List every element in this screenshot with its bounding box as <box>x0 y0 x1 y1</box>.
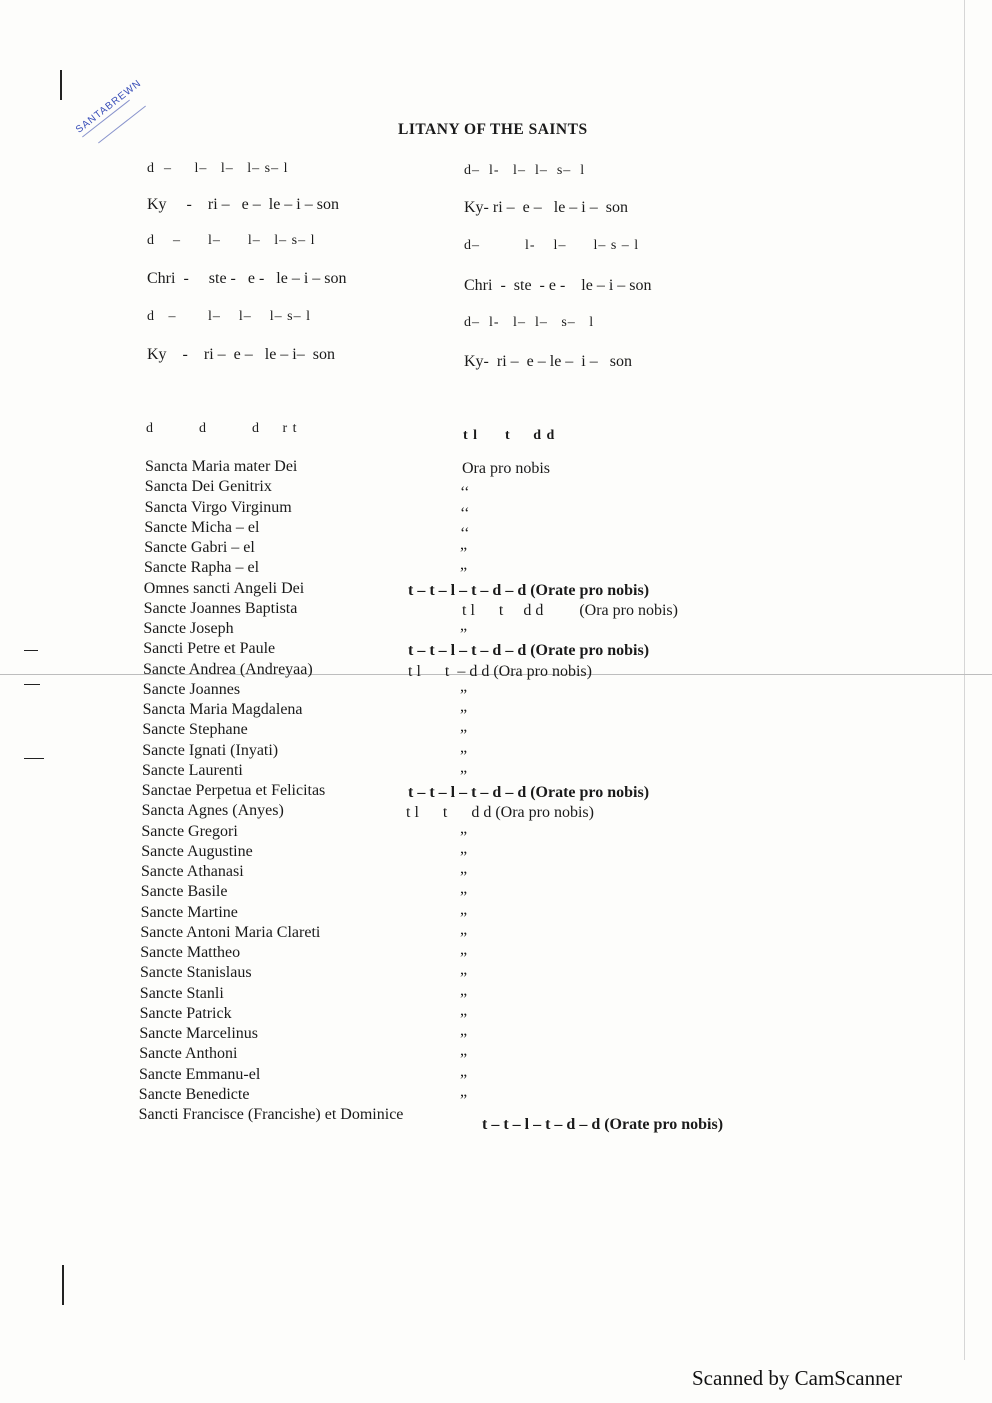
saint-name: Sancte Joseph <box>143 620 234 637</box>
response-orate: t – t – l – t – d – d (Orate pro nobis) <box>408 642 650 660</box>
kyrie-solfa-right: d– l- l– l– s– l <box>464 163 586 178</box>
response-ditto: ” <box>460 707 468 724</box>
margin-mark <box>62 1265 64 1305</box>
response-ditto: ” <box>460 990 468 1008</box>
kyrie-solfa-left: d – l– l– l– s– l <box>147 233 316 248</box>
response-ditto: ‘‘ <box>460 504 470 522</box>
response-ditto: ” <box>460 848 468 866</box>
saint-name: Sancte Joannes Baptista <box>143 599 298 617</box>
response-ditto: ” <box>460 1051 468 1069</box>
saint-name: Sancte Stanislaus <box>140 964 252 982</box>
saint-name: Sancte Emmanu-el <box>139 1065 261 1083</box>
margin-mark <box>60 70 62 100</box>
saint-name: Sancte Martine <box>140 903 238 921</box>
response-notes: t l t – d d (Ora pro nobis) <box>408 662 592 680</box>
response-ditto: ” <box>460 1091 468 1109</box>
margin-mark <box>24 758 44 759</box>
response-ditto: ” <box>460 686 468 704</box>
handwritten-stamp: SANTABREWN <box>74 77 144 136</box>
saint-name: Sancta Maria mater Dei <box>145 458 298 475</box>
margin-mark <box>24 650 38 651</box>
saint-name: Sancte Antoni Maria Clareti <box>140 923 321 941</box>
saint-name: Sancte Gabri – el <box>144 539 255 556</box>
scanner-watermark: Scanned by CamScanner <box>692 1366 902 1390</box>
saint-name: Sancte Micha – el <box>144 518 260 536</box>
response-ditto: ‘‘ <box>460 524 470 542</box>
response-ditto: ” <box>460 1010 468 1028</box>
saint-name: Sancte Benedicte <box>138 1085 250 1103</box>
response-ditto: Ora pro nobis <box>462 460 550 477</box>
response-ditto: ” <box>460 1031 468 1048</box>
saint-name: Sancte Andrea (Andreyaa) <box>143 660 313 678</box>
saint-name: Sancte Rapha – el <box>144 559 260 577</box>
saint-name: Sancta Dei Genitrix <box>144 478 272 496</box>
response-ditto: ” <box>460 1071 468 1089</box>
page-edge-shadow <box>964 0 965 1360</box>
kyrie-lyric-left: Ky - ri – e – le – i – son <box>147 196 339 213</box>
saint-name: Sancta Virgo Virginum <box>144 498 292 516</box>
saint-name: Sancte Stanli <box>139 984 224 1002</box>
saint-name: Sanctae Perpetua et Felicitas <box>141 782 326 799</box>
kyrie-lyric-right: Ky- ri – e – le – i – son <box>464 353 632 370</box>
saint-name: Sancte Joannes <box>142 680 241 698</box>
kyrie-solfa-right: d– l- l– l– s– l <box>464 315 595 330</box>
response-orate: t – t – l – t – d – d (Orate pro nobis) <box>408 581 650 599</box>
saint-name: Sancti Petre et Paule <box>143 640 276 658</box>
response-ditto: ” <box>460 828 468 846</box>
saint-name: Sancte Mattheo <box>140 944 241 961</box>
response-ditto: ” <box>460 545 468 562</box>
response-ditto: ” <box>460 565 468 583</box>
kyrie-solfa-right: d– l- l– l– s – l <box>464 238 640 253</box>
kyrie-lyric-left: Ky - ri – e – le – i– son <box>147 346 335 363</box>
kyrie-lyric-left: Chri - ste - e - le – i – son <box>147 270 347 287</box>
margin-mark <box>24 684 40 685</box>
response-orate: t – t – l – t – d – d (Orate pro nobis) <box>408 784 650 801</box>
response-ditto: ‘‘ <box>460 484 470 502</box>
saint-name: Sancte Athanasi <box>141 863 244 880</box>
response-ditto: ” <box>460 970 468 988</box>
response-ditto: ” <box>460 950 468 967</box>
saint-name: Sancte Patrick <box>139 1004 232 1022</box>
response-ditto: ” <box>460 626 468 643</box>
saint-name: Sancte Marcelinus <box>139 1025 259 1042</box>
notes-header-right: t l t d d <box>463 428 556 443</box>
page-title: LITANY OF THE SAINTS <box>398 121 588 138</box>
saint-name: Sancta Agnes (Anyes) <box>141 802 284 820</box>
response-ditto: ” <box>460 747 468 765</box>
saint-name: Sancte Gregori <box>141 822 238 840</box>
saint-name: Sancte Stephane <box>142 721 248 739</box>
saint-name: Sancte Laurenti <box>142 761 243 779</box>
kyrie-solfa-left: d – l– l– l– s– l <box>147 161 289 176</box>
response-ditto: ” <box>460 929 468 947</box>
response-notes: t l t d d (Ora pro nobis) <box>462 601 678 619</box>
saint-name: Sancte Anthoni <box>139 1045 238 1063</box>
saint-name: Omnes sancti Angeli Dei <box>143 579 305 597</box>
saint-name: Sancte Augustine <box>141 842 253 860</box>
kyrie-lyric-right: Ky- ri – e – le – i – son <box>464 199 628 216</box>
saint-name: Sancti Francisce (Francishe) et Dominice <box>138 1106 404 1123</box>
saint-name: Sancta Maria Magdalena <box>142 701 303 718</box>
saint-name: Sancte Basile <box>140 883 228 901</box>
kyrie-solfa-left: d – l– l– l– s– l <box>147 309 312 324</box>
response-notes: t l t d d (Ora pro nobis) <box>406 804 594 822</box>
response-ditto: ” <box>460 767 468 785</box>
response-ditto: ” <box>460 869 468 886</box>
saint-name: Sancte Ignati (Inyati) <box>142 741 279 759</box>
response-ditto: ” <box>460 909 468 927</box>
notes-header-left: d d d r t <box>146 421 298 436</box>
response-ditto: ” <box>460 727 468 745</box>
response-ditto: ” <box>460 889 468 907</box>
kyrie-lyric-right: Chri - ste - e - le – i – son <box>464 277 652 294</box>
response-orate: t – t – l – t – d – d (Orate pro nobis) <box>482 1116 724 1133</box>
